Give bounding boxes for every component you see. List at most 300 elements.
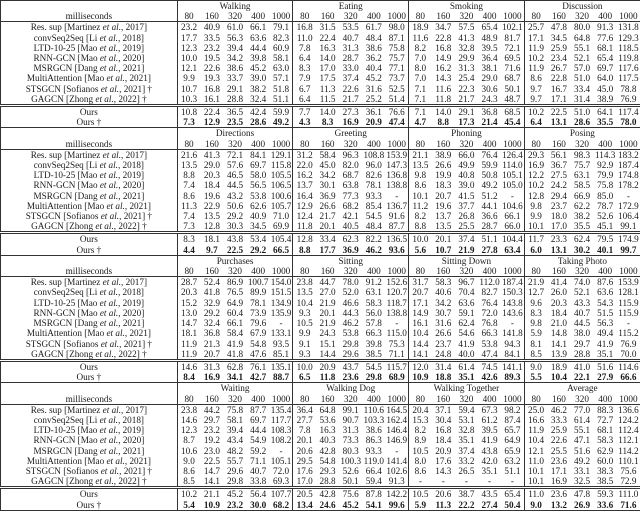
metric-value: 32.9 bbox=[200, 298, 223, 308]
metric-value: 133.1 bbox=[270, 328, 293, 338]
metric-value: 108.2 bbox=[270, 435, 293, 445]
metric-value: 104.6 bbox=[501, 201, 524, 211]
metric-value: 17.1 bbox=[547, 466, 570, 476]
metric-value: 62.4 bbox=[571, 233, 594, 245]
metric-value: 98.2 bbox=[501, 404, 524, 415]
method-name: MSRGCN [Dang et al., 2021] bbox=[1, 63, 178, 73]
metric-value: 91.3 bbox=[594, 22, 617, 33]
metric-value: 17.1 bbox=[547, 94, 570, 106]
metric-value: 76.9 bbox=[617, 94, 640, 106]
metric-value: 72.0 bbox=[270, 466, 293, 476]
metric-value: 63.6 bbox=[594, 287, 617, 297]
metric-value: 103.3 bbox=[362, 415, 385, 425]
metric-value: 23.8 bbox=[177, 404, 200, 415]
time-horizon-header: 80 bbox=[177, 266, 200, 277]
metric-value: 115.0 bbox=[385, 328, 408, 338]
metric-value: 55.7 bbox=[223, 456, 246, 466]
metric-value: 55.1 bbox=[571, 425, 594, 435]
metric-value: 45.2 bbox=[247, 63, 270, 73]
metric-value: 115.9 bbox=[617, 308, 640, 318]
table-row bbox=[1, 84, 640, 94]
metric-value: 23.5 bbox=[223, 117, 246, 128]
metric-value: 11.0 bbox=[293, 33, 316, 43]
method-name: STSGCN [Sofianos et al., 2021] † bbox=[1, 84, 178, 94]
metric-value: 12.4 bbox=[293, 211, 316, 221]
metric-value: 69.7 bbox=[247, 160, 270, 170]
metric-value: 92.9 bbox=[594, 160, 617, 170]
metric-value: 31.7 bbox=[409, 277, 432, 288]
metric-value: 11.2 bbox=[409, 201, 432, 211]
metric-value: 90.7 bbox=[339, 415, 362, 425]
time-horizon-header: 160 bbox=[200, 139, 223, 150]
metric-value: 14.8 bbox=[547, 328, 570, 338]
metric-value: 41.5 bbox=[455, 191, 478, 201]
metric-value: 25.9 bbox=[547, 425, 570, 435]
metric-value: 8.6 bbox=[409, 180, 432, 190]
table-row bbox=[1, 160, 640, 170]
metric-value: 14.7 bbox=[200, 466, 223, 476]
metric-value: 49.2 bbox=[478, 180, 501, 190]
table-row bbox=[1, 476, 640, 488]
metric-value: 61.4 bbox=[455, 360, 478, 372]
metric-value: 29.8 bbox=[223, 476, 246, 488]
metric-value: 13.1 bbox=[547, 117, 570, 128]
metric-value: 11.6 bbox=[432, 84, 455, 94]
metric-value: 39.8 bbox=[362, 339, 385, 349]
metric-value: 36.7 bbox=[547, 160, 570, 170]
table-row bbox=[1, 415, 640, 425]
metric-value: 84.1 bbox=[247, 149, 270, 160]
metric-value: 99.1 bbox=[339, 404, 362, 415]
metric-value: 28.7 bbox=[339, 53, 362, 63]
metric-value: 47.4 bbox=[385, 117, 408, 128]
metric-value: 22.9 bbox=[200, 201, 223, 211]
metric-value: 78.1 bbox=[362, 180, 385, 190]
metric-value: 77.1 bbox=[385, 63, 408, 73]
metric-value: 62.3 bbox=[339, 233, 362, 245]
metric-value: 27.7 bbox=[293, 415, 316, 425]
table-row bbox=[1, 435, 640, 445]
table-row bbox=[1, 201, 640, 211]
metric-value: 110.6 bbox=[362, 404, 385, 415]
metric-value: 65.4 bbox=[594, 53, 617, 63]
metric-value: 9.8 bbox=[409, 170, 432, 180]
time-horizon-header: 1000 bbox=[617, 11, 640, 22]
metric-value: 75.6 bbox=[339, 488, 362, 500]
metric-value: 58.0 bbox=[247, 170, 270, 180]
metric-value: 27.8 bbox=[478, 245, 501, 256]
metric-value: 16.9 bbox=[200, 372, 223, 383]
metric-value: 40.3 bbox=[316, 435, 339, 445]
action-header: Posing bbox=[524, 128, 640, 139]
method-name: MSRGCN [Dang et al., 2021] bbox=[1, 191, 178, 201]
metric-value: 100.6 bbox=[270, 191, 293, 201]
metric-value: 9.3 bbox=[293, 349, 316, 361]
metric-value: 53.8 bbox=[339, 328, 362, 338]
metric-value: 34.5 bbox=[547, 33, 570, 43]
time-horizon-header: 80 bbox=[293, 139, 316, 150]
action-header: Phoning bbox=[409, 128, 525, 139]
metric-value: 115.9 bbox=[617, 298, 640, 308]
metric-value: 81.7 bbox=[501, 33, 524, 43]
ours-row bbox=[1, 360, 640, 372]
metric-value: 84.1 bbox=[501, 349, 524, 361]
metric-value: 60.0 bbox=[594, 456, 617, 466]
table-row bbox=[1, 53, 640, 63]
metric-value: 11.6 bbox=[409, 33, 432, 43]
metric-value: 45.2 bbox=[362, 73, 385, 83]
metric-value: 35.5 bbox=[571, 221, 594, 233]
metric-value: 63.1 bbox=[362, 287, 385, 297]
method-name: Ours bbox=[1, 360, 178, 372]
metric-value: 58.1 bbox=[270, 53, 293, 63]
metric-value: 16.9 bbox=[547, 476, 570, 488]
time-horizon-header: 320 bbox=[571, 11, 594, 22]
metric-value: 39.8 bbox=[247, 53, 270, 63]
metric-value: 86.9 bbox=[223, 277, 246, 288]
time-horizon-header: 320 bbox=[339, 394, 362, 405]
metric-value: 136.7 bbox=[385, 201, 408, 211]
metric-value: 52.1 bbox=[571, 287, 594, 297]
metric-value: 20.9 bbox=[316, 360, 339, 372]
metric-value: 135.9 bbox=[270, 308, 293, 318]
table-row bbox=[1, 277, 640, 288]
metric-value: 38.6 bbox=[362, 43, 385, 53]
metric-value: 8.9 bbox=[409, 435, 432, 445]
metric-value: 21.9 bbox=[455, 245, 478, 256]
metric-value: 34.2 bbox=[223, 53, 246, 63]
metric-value: 22.1 bbox=[571, 372, 594, 383]
metric-value: 10.6 bbox=[177, 446, 200, 456]
metric-value: 87.6 bbox=[594, 277, 617, 288]
metric-value: 52.0 bbox=[339, 287, 362, 297]
metric-value: 66.1 bbox=[501, 211, 524, 221]
metric-value: 10.7 bbox=[177, 84, 200, 94]
metric-value: 115.8 bbox=[270, 160, 293, 170]
metric-value: 61.2 bbox=[478, 415, 501, 425]
metric-value: 56.4 bbox=[247, 488, 270, 500]
time-horizon-header: 400 bbox=[478, 11, 501, 22]
metric-value: 12.1 bbox=[177, 63, 200, 73]
metric-value: 75.7 bbox=[385, 53, 408, 63]
metric-value: 48.9 bbox=[478, 33, 501, 43]
metric-value: 29.2 bbox=[200, 308, 223, 318]
metric-value: 8.2 bbox=[409, 425, 432, 435]
metric-value: 68.7 bbox=[501, 73, 524, 83]
method-name: Ours † bbox=[1, 117, 178, 128]
action-header: Walking Together bbox=[409, 383, 525, 394]
metric-value: 29.3 bbox=[524, 149, 547, 160]
metric-value: 18.8 bbox=[432, 372, 455, 383]
time-horizon-header: 80 bbox=[177, 394, 200, 405]
metric-value: 76.1 bbox=[247, 360, 270, 372]
metric-value: 23.7 bbox=[432, 339, 455, 349]
metric-value: 29.0 bbox=[478, 73, 501, 83]
table-row bbox=[1, 180, 640, 190]
metric-value: 53.6 bbox=[316, 415, 339, 425]
metric-value: 59.4 bbox=[362, 476, 385, 488]
metric-value: 64.9 bbox=[501, 435, 524, 445]
metric-value: 48.4 bbox=[362, 33, 385, 43]
metric-value: 32.5 bbox=[571, 476, 594, 488]
metric-value: 10.2 bbox=[524, 180, 547, 190]
metric-value: 34.2 bbox=[316, 170, 339, 180]
metric-value: 54.8 bbox=[247, 339, 270, 349]
metric-value: 115.7 bbox=[385, 360, 408, 372]
action-header: Average bbox=[524, 383, 640, 394]
metric-value: 105.5 bbox=[270, 170, 293, 180]
metric-value: 79.9 bbox=[594, 170, 617, 180]
action-header: Discussion bbox=[524, 1, 640, 12]
metric-value: 4.3 bbox=[293, 117, 316, 128]
metric-value: 30.1 bbox=[316, 180, 339, 190]
time-header-row bbox=[1, 11, 640, 22]
metric-value: 82.3 bbox=[270, 33, 293, 43]
metric-value: 56.1 bbox=[547, 149, 570, 160]
metric-value: 11.9 bbox=[177, 339, 200, 349]
metric-value: 78.0 bbox=[339, 277, 362, 288]
time-horizon-header: 160 bbox=[200, 394, 223, 405]
metric-value: 44.1 bbox=[478, 201, 501, 211]
metric-value: 79.6 bbox=[247, 318, 270, 328]
metric-value: 119.0 bbox=[362, 456, 385, 466]
metric-value: 14.3 bbox=[432, 466, 455, 476]
metric-value: 15.1 bbox=[316, 339, 339, 349]
metric-value: 41.3 bbox=[200, 149, 223, 160]
metric-value: 50.6 bbox=[223, 201, 246, 211]
metric-value: 29.0 bbox=[200, 160, 223, 170]
metric-value: 9.6 bbox=[524, 298, 547, 308]
metric-value: 36.6 bbox=[478, 211, 501, 221]
metric-value: 33.4 bbox=[571, 84, 594, 94]
metric-value: 73.3 bbox=[339, 435, 362, 445]
table-row bbox=[1, 298, 640, 308]
metric-value: 82.2 bbox=[362, 233, 385, 245]
metric-value: 23.3 bbox=[547, 233, 570, 245]
metric-value: 85.4 bbox=[362, 201, 385, 211]
metric-value: 22.3 bbox=[455, 84, 478, 94]
metric-value: 100.3 bbox=[339, 456, 362, 466]
metric-value: 18.9 bbox=[547, 360, 570, 372]
method-name: Res. sup [Martinez et al., 2017] bbox=[1, 149, 178, 160]
time-horizon-header: 80 bbox=[409, 11, 432, 22]
metric-value: 9.1 bbox=[293, 339, 316, 349]
time-horizon-header: 1000 bbox=[270, 266, 293, 277]
metric-value: 36.4 bbox=[293, 404, 316, 415]
metric-value: 17.6 bbox=[432, 456, 455, 466]
time-horizon-header: 80 bbox=[177, 11, 200, 22]
metric-value: 64.1 bbox=[594, 106, 617, 118]
metric-value: 42.8 bbox=[316, 446, 339, 456]
metric-value: 75.3 bbox=[385, 339, 408, 349]
time-horizon-header: 160 bbox=[547, 394, 570, 405]
metric-value: 8.8 bbox=[409, 221, 432, 233]
metric-value: 12.8 bbox=[293, 233, 316, 245]
metric-value: 96.0 bbox=[362, 160, 385, 170]
metric-value: 38.6 bbox=[223, 63, 246, 73]
metric-value: 44.3 bbox=[339, 308, 362, 318]
metric-value: 33.2 bbox=[455, 456, 478, 466]
metric-value: 63.4 bbox=[501, 245, 524, 256]
time-horizon-header: 400 bbox=[362, 394, 385, 405]
method-name: RNN-GCN [Mao et al., 2020] bbox=[1, 435, 178, 445]
metric-value: 10.9 bbox=[409, 372, 432, 383]
metric-value: 65.9 bbox=[501, 446, 524, 456]
metric-value: 79.1 bbox=[270, 22, 293, 33]
metric-value: 54.5 bbox=[362, 360, 385, 372]
metric-value: 8.2 bbox=[409, 211, 432, 221]
metric-value: 76.4 bbox=[478, 149, 501, 160]
metric-value: 38.2 bbox=[571, 211, 594, 221]
metric-value: 9.7 bbox=[524, 84, 547, 94]
metric-value: 72.0 bbox=[478, 308, 501, 318]
metric-value: 15.3 bbox=[409, 415, 432, 425]
metric-value: 39.4 bbox=[223, 43, 246, 53]
metric-value: 21.7 bbox=[316, 211, 339, 221]
metric-value: 31.6 bbox=[432, 318, 455, 328]
metric-value: 117.4 bbox=[617, 106, 640, 118]
metric-value: 23.0 bbox=[200, 446, 223, 456]
metric-value: 73.7 bbox=[385, 73, 408, 83]
metric-value: 13.2 bbox=[547, 500, 570, 511]
metric-value: 99.1 bbox=[617, 221, 640, 233]
table-row bbox=[1, 43, 640, 53]
action-header: Sitting bbox=[293, 255, 409, 266]
metric-value: 64.0 bbox=[594, 73, 617, 83]
action-header: Walking Dog bbox=[293, 383, 409, 394]
time-horizon-header: 160 bbox=[316, 266, 339, 277]
metric-value: 29.7 bbox=[200, 415, 223, 425]
metric-value: 106.4 bbox=[617, 211, 640, 221]
metric-value: 14.1 bbox=[547, 339, 570, 349]
metric-value: - bbox=[385, 446, 408, 456]
table-row bbox=[1, 33, 640, 43]
metric-value: 87.7 bbox=[385, 221, 408, 233]
metric-value: 19.5 bbox=[200, 53, 223, 63]
metric-value: 25.7 bbox=[524, 22, 547, 33]
metric-value: 45.2 bbox=[339, 500, 362, 511]
metric-value: 61.4 bbox=[571, 415, 594, 425]
method-name: MultiAttention [Mao et al., 2021] bbox=[1, 456, 178, 466]
metric-value: 68.1 bbox=[594, 425, 617, 435]
time-horizon-header: 320 bbox=[339, 11, 362, 22]
metric-value: 71.1 bbox=[247, 456, 270, 466]
metric-value: 29.8 bbox=[339, 339, 362, 349]
metric-value: 77.0 bbox=[571, 404, 594, 415]
metric-value: 60.9 bbox=[270, 43, 293, 53]
metric-value: 24.8 bbox=[432, 349, 455, 361]
metric-value: - bbox=[478, 476, 501, 488]
metric-value: 136.8 bbox=[385, 170, 408, 180]
metric-value: 22.4 bbox=[200, 106, 223, 118]
metric-value: 71.6 bbox=[501, 63, 524, 73]
metric-value: 24.3 bbox=[478, 94, 501, 106]
metric-value: 31.3 bbox=[455, 63, 478, 73]
table-row bbox=[1, 339, 640, 349]
metric-value: 112.4 bbox=[617, 425, 640, 435]
metric-value: 64.9 bbox=[223, 298, 246, 308]
metric-value: - bbox=[617, 191, 640, 201]
metric-value: 126.4 bbox=[501, 149, 524, 160]
method-name: Ours † bbox=[1, 372, 178, 383]
metric-value: 52.6 bbox=[339, 466, 362, 476]
metric-value: 102.1 bbox=[501, 22, 524, 33]
empty-header-cell bbox=[1, 128, 178, 139]
metric-value: 28.8 bbox=[571, 349, 594, 361]
time-horizon-header: 80 bbox=[409, 139, 432, 150]
metric-value: 72.1 bbox=[501, 43, 524, 53]
metric-value: 55.1 bbox=[571, 43, 594, 53]
milliseconds-label: milliseconds bbox=[1, 266, 178, 277]
metric-value: 69.5 bbox=[501, 53, 524, 63]
method-name: RNN-GCN [Mao et al., 2020] bbox=[1, 180, 178, 190]
time-horizon-header: 400 bbox=[594, 266, 617, 277]
metric-value: 59.3 bbox=[594, 488, 617, 500]
time-header-row bbox=[1, 394, 640, 405]
metric-value: 76.4 bbox=[478, 298, 501, 308]
metric-value: 66.0 bbox=[501, 221, 524, 233]
metric-value: 41.9 bbox=[594, 339, 617, 349]
metric-value: 18.3 bbox=[432, 180, 455, 190]
metric-value: 21.9 bbox=[524, 277, 547, 288]
metric-value: 79.5 bbox=[594, 233, 617, 245]
metric-value: 14.1 bbox=[409, 349, 432, 361]
metric-value: 14.0 bbox=[432, 106, 455, 118]
milliseconds-label: milliseconds bbox=[1, 139, 178, 150]
time-horizon-header: 400 bbox=[247, 266, 270, 277]
metric-value: 10.1 bbox=[409, 191, 432, 201]
time-horizon-header: 400 bbox=[594, 394, 617, 405]
metric-value: 38.7 bbox=[455, 488, 478, 500]
metric-value: 66.9 bbox=[571, 191, 594, 201]
metric-value: 35.1 bbox=[455, 435, 478, 445]
metric-value: 143.6 bbox=[501, 308, 524, 318]
metric-value: 5.6 bbox=[409, 245, 432, 256]
metric-value: 105.7 bbox=[270, 201, 293, 211]
metric-value: 9.0 bbox=[524, 500, 547, 511]
metric-value: 87.4 bbox=[501, 415, 524, 425]
metric-value: 23.6 bbox=[547, 488, 570, 500]
metric-value: 128.1 bbox=[617, 287, 640, 297]
metric-value: 51.6 bbox=[594, 360, 617, 372]
method-name: LTD-10-25 [Mao et al., 2019] bbox=[1, 425, 178, 435]
metric-value: 19.6 bbox=[432, 201, 455, 211]
metric-value: 51.1 bbox=[270, 94, 293, 106]
metric-value: 40.9 bbox=[247, 211, 270, 221]
metric-value: 16.1 bbox=[200, 94, 223, 106]
metric-value: 44.2 bbox=[200, 404, 223, 415]
action-header-row bbox=[1, 1, 640, 12]
metric-value: 45.4 bbox=[501, 117, 524, 128]
metric-value: 99.7 bbox=[617, 245, 640, 256]
metric-value: 58.3 bbox=[594, 435, 617, 445]
metric-value: 21.6 bbox=[177, 149, 200, 160]
metric-value: 104.4 bbox=[501, 233, 524, 245]
metric-value: 78.7 bbox=[594, 201, 617, 211]
metric-value: 7.4 bbox=[177, 180, 200, 190]
metric-value: 59.9 bbox=[478, 160, 501, 170]
metric-value: 7.1 bbox=[409, 106, 432, 118]
metric-value: 17.0 bbox=[293, 476, 316, 488]
metric-value: 15.2 bbox=[177, 298, 200, 308]
metric-value: 38.2 bbox=[247, 84, 270, 94]
metric-value: 96.7 bbox=[455, 277, 478, 288]
metric-value: 32.4 bbox=[200, 318, 223, 328]
metric-value: 105.1 bbox=[270, 456, 293, 466]
metric-value: 16.8 bbox=[432, 43, 455, 53]
metric-value: 135.4 bbox=[270, 404, 293, 415]
method-name: STSGCN [Sofianos et al., 2021] † bbox=[1, 339, 178, 349]
